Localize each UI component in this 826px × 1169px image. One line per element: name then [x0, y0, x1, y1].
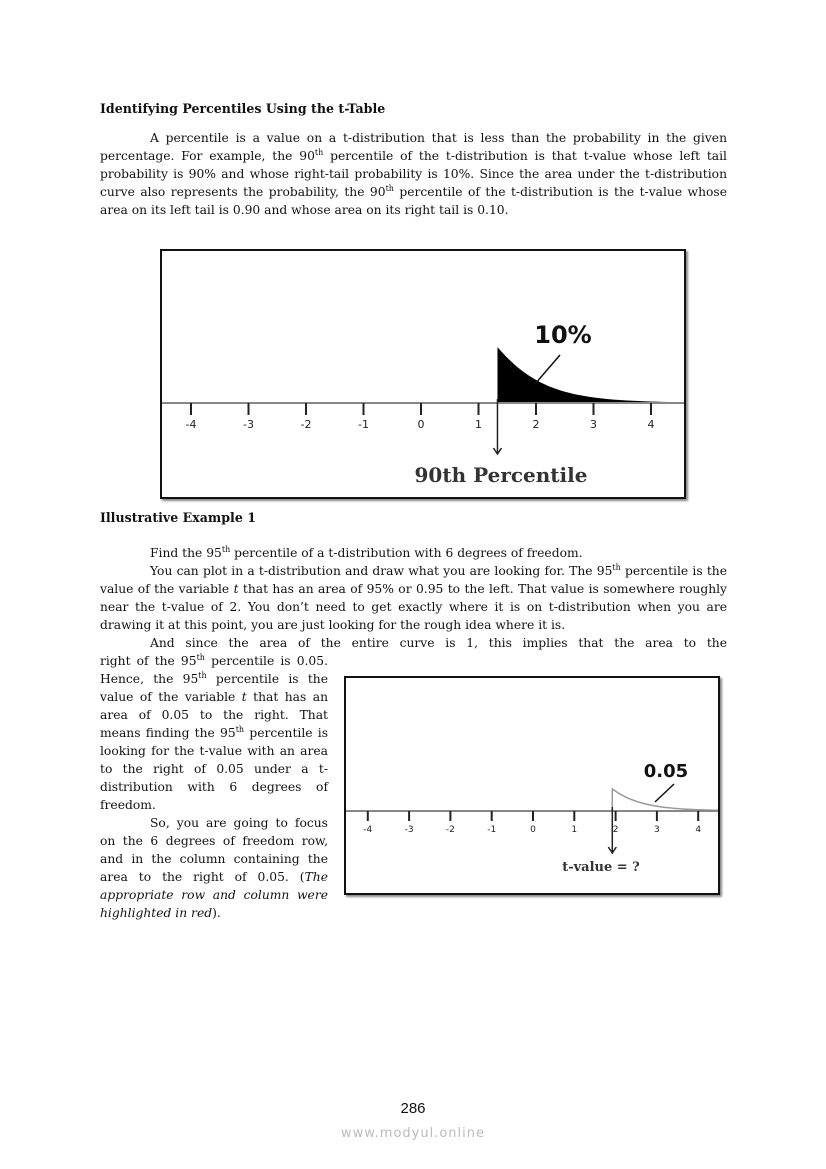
tick-label: 4	[647, 418, 655, 431]
text-run: A percentile is a value on a t-distribution that is less than the probability in the given percentage. For example, the 90	[100, 131, 727, 163]
text-run: ).	[212, 906, 221, 920]
tick-label: -4	[185, 418, 197, 431]
caption: t-value = ?	[562, 860, 640, 875]
right-tail-label: 0.05	[643, 761, 689, 782]
figure-95th-percentile	[344, 676, 720, 895]
superscript: th	[612, 563, 621, 572]
text-run: Find the 95	[150, 546, 222, 560]
left-area-label: 0.95	[513, 770, 555, 790]
text-run: percentile of the t-distribution is that t-value whose left tail probability is 90% and whose right-tail probability is 10%. Since the area under the t-distribution curve also represents the probability, the 90	[100, 149, 727, 199]
superscript: th	[385, 184, 394, 193]
superscript: th	[198, 671, 207, 680]
right-tail-label: 10%	[534, 321, 592, 349]
italic-text: The appropriate row and column were highlighted in red	[100, 870, 328, 920]
tick-label: -1	[358, 418, 369, 431]
tick-label: 1	[571, 825, 578, 835]
tick-label: 0	[530, 825, 536, 835]
tick-label: 3	[590, 418, 597, 431]
tick-label: 2	[612, 825, 619, 835]
text-run: percentile of the t-distribution is the t-value whose area on its left tail is 0.90 and whose area on its right tail is 0.10.	[100, 185, 727, 217]
text-run: that has an area of 95% or 0.95 to the left. That value is somewhere roughly near the t-value of 2. You don’t need to get exactly where it is on t-distribution when you are drawing it at this point, you are just looking for the rough idea where it is.	[100, 582, 727, 632]
tick-label: 3	[654, 825, 660, 835]
tick-label: -3	[404, 825, 414, 835]
t-distribution-diagram-95	[346, 678, 718, 893]
text-run: percentile is the value of the variable	[100, 672, 328, 704]
paragraph-plot-explanation	[100, 562, 727, 634]
watermark: www.modyul.online	[340, 1126, 486, 1141]
superscript: th	[314, 148, 324, 157]
intro-text	[100, 129, 727, 219]
superscript: th	[196, 653, 205, 662]
paragraph-problem	[100, 544, 727, 562]
superscript: th	[221, 545, 231, 554]
example-heading: Illustrative Example 1	[100, 510, 256, 525]
tick-label: 2	[532, 418, 540, 431]
tick-label: -2	[445, 825, 455, 835]
section-heading: Identifying Percentiles Using the t-Table	[100, 101, 386, 116]
tick-label: 0	[417, 418, 425, 431]
pointer-line	[535, 355, 560, 384]
tick-label: 4	[695, 825, 702, 835]
tick-label: -4	[363, 825, 373, 835]
tick-label: -3	[243, 418, 254, 431]
tick-label: -2	[300, 418, 312, 431]
t-distribution-diagram-90	[162, 251, 684, 497]
text-run: that has an area of 0.05 to the right. That means finding the 95	[100, 690, 328, 740]
tick-label: 1	[475, 418, 482, 431]
text-run: percentile is 0.05. Hence, the 95	[100, 654, 328, 686]
caption: 90th Percentile	[414, 463, 588, 487]
figure-90th-percentile	[160, 249, 686, 499]
text-run: You can plot in a t-distribution and draw what you are looking for. The 95	[150, 564, 613, 578]
text-run: percentile of a t-distribution with 6 degrees of freedom.	[230, 546, 583, 560]
italic-text: t	[233, 582, 239, 596]
left-area-label: 90%	[366, 356, 424, 384]
paragraph-area-first-line: And since the area of the entire curve is 1, this implies that the area to the	[150, 636, 727, 650]
superscript: th	[235, 725, 245, 734]
pointer-line	[655, 784, 674, 802]
right-tail-area	[497, 347, 684, 403]
paragraph-percentile-definition	[100, 129, 727, 219]
text-run: percentile is looking for the t-value with an area to the right of 0.05 under a t-distribution with 6 degrees of freedom.	[100, 726, 329, 812]
text-run: So, you are going to focus on the 6 degrees of freedom row, and in the column containing the area to the right of 0.05. (	[100, 816, 328, 884]
text-run: percentile is the value of the variable	[100, 564, 727, 596]
italic-text: t	[241, 690, 247, 704]
page-number: 286	[400, 1100, 426, 1117]
tick-label: -1	[487, 825, 497, 835]
text-run: right of the 95	[100, 654, 197, 668]
